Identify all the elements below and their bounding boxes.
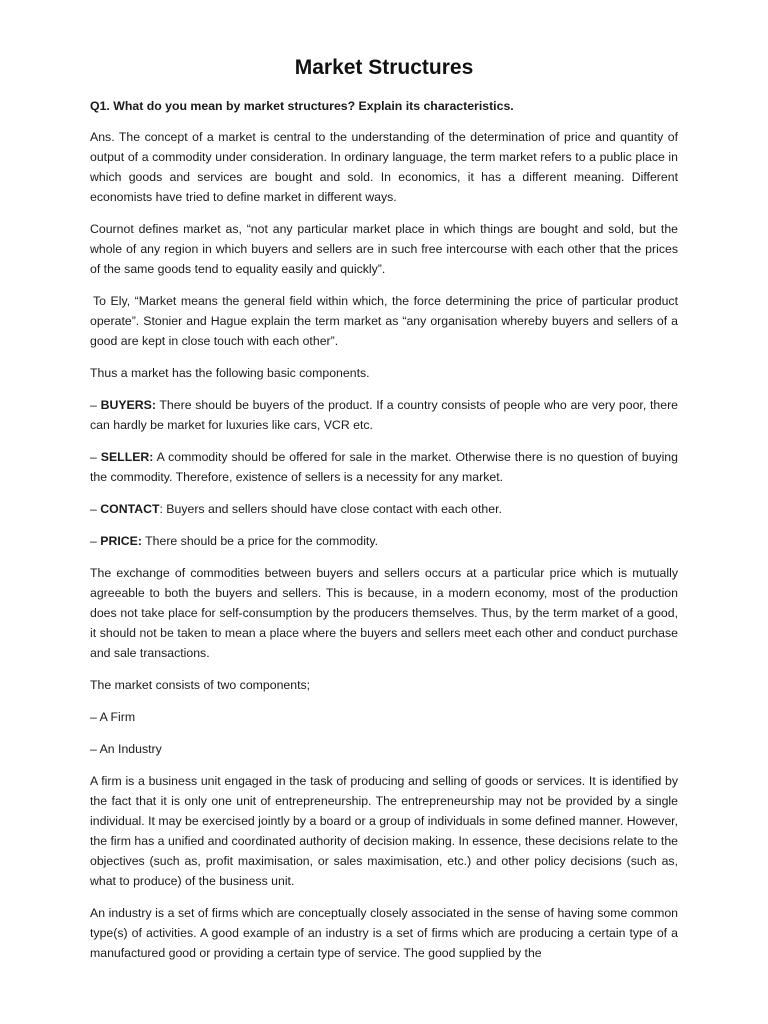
component-dash: – bbox=[90, 534, 101, 548]
paragraph-components-intro: Thus a market has the following basic components. bbox=[90, 366, 370, 380]
component-description: There should be a price for the commodity. bbox=[141, 534, 378, 548]
component-dash: – bbox=[90, 450, 101, 464]
component-term: SELLER: bbox=[100, 450, 154, 464]
paragraph-exchange: The exchange of commodities between buyers and sellers occurs at a particular price which is mutually agreeable to both the buyers and sellers. This is because, in a modern economy, most of the production does not take place for self-consumption by the producers themselves. Thus, by the term market of a good, it should not be taken to mean a place where the buyers and sellers meet each other and conduct purchase and sale transactions. bbox=[90, 566, 678, 660]
component-term: PRICE: bbox=[100, 534, 142, 548]
component-term: BUYERS: bbox=[100, 398, 156, 412]
component-term: CONTACT bbox=[100, 502, 160, 516]
component-seller bbox=[90, 447, 678, 487]
component-price bbox=[90, 531, 678, 551]
component-description: There should be buyers of the product. If a country consists of people who are very poor, there can hardly be market for luxuries like cars, VCR etc. bbox=[90, 398, 678, 432]
paragraph-industry: An industry is a set of firms which are conceptually closely associated in the sense of having some common type(s) of activities. A good example of an industry is a set of firms which are producing a certain type of a manufactured good or providing a certain type of service. The good supplied by the bbox=[90, 906, 678, 960]
paragraph-ely: To Ely, “Market means the general field within which, the force determining the price of particular product operate”. Stonier and Hague explain the term market as “any organisation whereby buyers and sellers of a good are kept in close touch with each other”. bbox=[90, 294, 678, 348]
document-content bbox=[90, 54, 678, 975]
market-components-intro: The market consists of two components; bbox=[90, 678, 311, 692]
component-dash: – bbox=[90, 398, 101, 412]
question-heading: Q1. What do you mean by market structures? Explain its characteristics. bbox=[90, 99, 514, 113]
paragraph-cournot: Cournot defines market as, “not any particular market place in which things are bought and sold, but the whole of any region in which buyers and sellers are in such free intercourse with each other that the prices of the same goods tend to equality easily and quickly”. bbox=[90, 222, 678, 276]
market-component-industry: – An Industry bbox=[90, 742, 162, 756]
component-dash: – bbox=[90, 502, 101, 516]
page-title: Market Structures bbox=[294, 56, 474, 79]
component-description: : Buyers and sellers should have close contact with each other. bbox=[159, 502, 502, 516]
component-contact bbox=[90, 499, 678, 519]
paragraph-firm: A firm is a business unit engaged in the task of producing and selling of goods or services. It is identified by the fact that it is only one unit of entrepreneurship. The entrepreneurship may not be provided by a single individual. It may be exercised jointly by a board or a group of individuals in some defined manner. However, the firm has a unified and coordinated authority of decision making. In essence, these decisions relate to the objectives (such as, profit maximisation, or sales maximisation, etc.) and other policy decisions (such as, what to produce) of the business unit. bbox=[90, 774, 678, 888]
paragraph-answer: Ans. The concept of a market is central to the understanding of the determination of price and quantity of output of a commodity under consideration. In ordinary language, the term market refers to a public place in which goods and services are bought and sold. In economics, it has a different meaning. Different economists have tried to define market in different ways. bbox=[90, 130, 678, 204]
component-buyers bbox=[90, 395, 678, 435]
market-component-firm: – A Firm bbox=[90, 710, 136, 724]
component-description: A commodity should be offered for sale in the market. Otherwise there is no question of buying the commodity. Therefore, existence of sellers is a necessity for any market. bbox=[90, 450, 678, 484]
